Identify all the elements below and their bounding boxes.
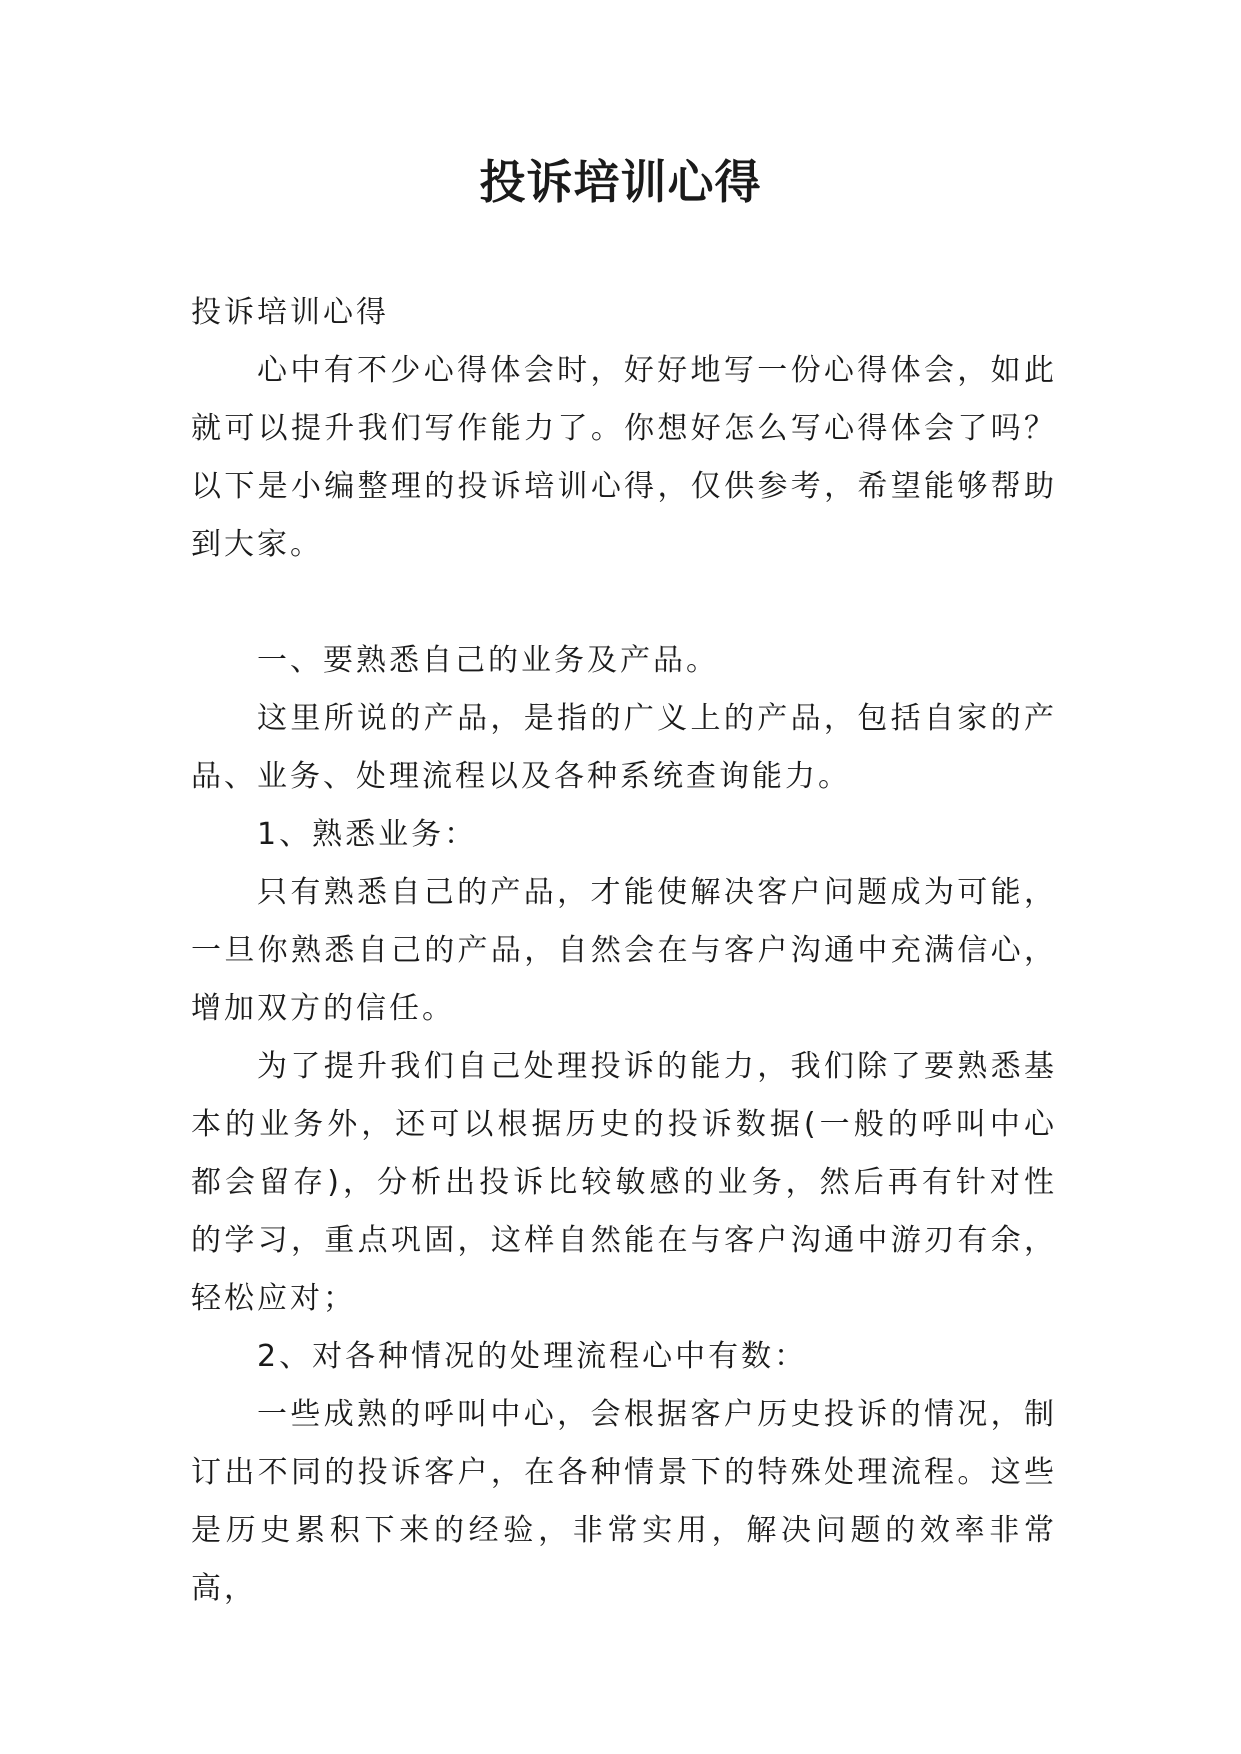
body-paragraph: 为了提升我们自己处理投诉的能力，我们除了要熟悉基本的业务外，还可以根据历史的投诉数据(一般的呼叫中心都会留存)，分析出投诉比较敏感的业务，然后再有针对性的学习，重点巩固，这样自然能在与客户沟通中游刃有余，轻松应对；	[191, 1049, 1057, 1316]
subtitle-line: 投诉培训心得	[191, 295, 389, 330]
section-heading-1: 一、要熟悉自己的业务及产品。	[257, 643, 719, 678]
subheading-2: 2、对各种情况的处理流程心中有数：	[257, 1339, 808, 1374]
body-paragraph: 一些成熟的呼叫中心，会根据客户历史投诉的情况，制订出不同的投诉客户，在各种情景下的特殊处理流程。这些是历史累积下来的经验，非常实用，解决问题的效率非常高，	[191, 1397, 1057, 1606]
document-title: 投诉培训心得	[479, 155, 762, 209]
intro-paragraph: 心中有不少心得体会时，好好地写一份心得体会，如此就可以提升我们写作能力了。你想好怎么写心得体会了吗？以下是小编整理的投诉培训心得，仅供参考，希望能够帮助到大家。	[191, 353, 1057, 562]
document-body	[191, 284, 1057, 1618]
body-paragraph: 只有熟悉自己的产品，才能使解决客户问题成为可能，一旦你熟悉自己的产品，自然会在与客户沟通中充满信心，增加双方的信任。	[191, 875, 1057, 1026]
subheading-1: 1、熟悉业务：	[257, 817, 478, 852]
body-paragraph: 这里所说的产品，是指的广义上的产品，包括自家的产品、业务、处理流程以及各种系统查询能力。	[191, 701, 1057, 794]
